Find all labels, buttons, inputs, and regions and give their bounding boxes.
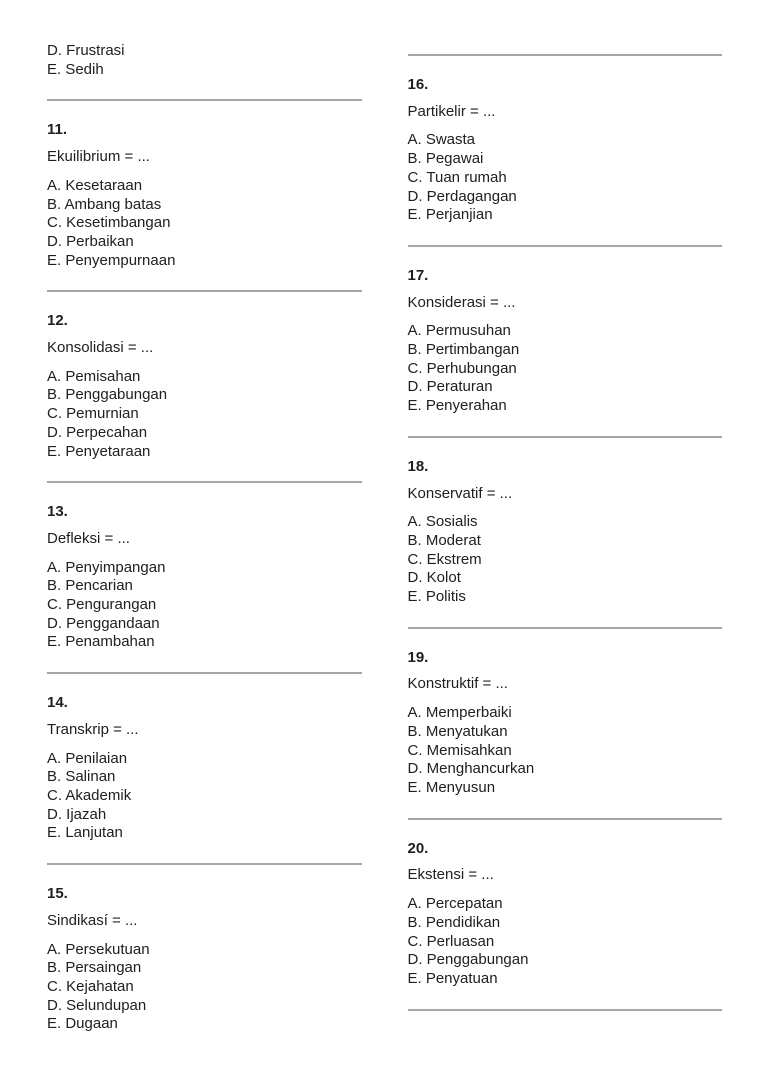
question-prompt: Defleksi = ... [47, 529, 130, 547]
answer-option: B. Ambang batas [47, 195, 162, 213]
answer-option: C. Ekstrem [407, 550, 482, 568]
question-block-11 [47, 121, 362, 270]
question-block-17 [408, 267, 723, 416]
answer-option: B. Salinan [47, 768, 116, 786]
answer-option: A. Permusuhan [407, 322, 511, 340]
question-number: 19. [407, 648, 429, 666]
question-number: 14. [47, 694, 68, 712]
question-prompt: Partikelir = ... [407, 102, 496, 120]
question-prompt: Konsiderasi = ... [407, 293, 516, 311]
answer-option: D. Ijazah [47, 805, 107, 823]
answer-option: D. Kolot [407, 569, 461, 587]
question-prompt: Konstruktif = ... [407, 675, 508, 693]
question-divider [47, 863, 362, 865]
question-divider [408, 54, 723, 56]
question-divider [408, 436, 723, 438]
question-block-14 [47, 694, 362, 843]
answer-option: E. Politis [407, 588, 466, 606]
question-prompt: Ekuilibrium = ... [47, 148, 150, 166]
answer-option: A. Kesetaraan [47, 176, 143, 194]
answer-option: C. Kesetimbangan [47, 214, 171, 232]
question-divider [47, 481, 362, 483]
answer-option: A. Swasta [407, 131, 476, 149]
answer-option: A. Penyimpangan [47, 558, 166, 576]
question-prompt: Transkrip = ... [47, 720, 139, 738]
answer-option: E. Penambahan [47, 633, 155, 651]
question-block-12 [47, 312, 362, 461]
answer-option: D. Perdagangan [407, 187, 517, 205]
question-number: 12. [47, 312, 68, 330]
question-number: 13. [47, 503, 68, 521]
answer-option: D. Perpecahan [47, 423, 148, 441]
question-divider [408, 245, 723, 247]
answer-option: C. Pengurangan [47, 596, 157, 614]
answer-option: A. Sosialis [407, 513, 478, 531]
question-prompt: Ekstensi = ... [407, 866, 494, 884]
question-number: 18. [407, 457, 429, 475]
answer-option: E. Penyetaraan [47, 442, 151, 460]
answer-option: A. Percepatan [407, 895, 503, 913]
left-column [47, 42, 362, 1078]
answer-option: A. Persekutuan [47, 940, 150, 958]
answer-option: D. Penggandaan [47, 614, 160, 632]
answer-option: B. Penggabungan [47, 386, 168, 404]
answer-option: C. Pemurnian [47, 405, 139, 423]
answer-option: D. Menghancurkan [407, 760, 535, 778]
question-divider [408, 1009, 723, 1011]
answer-option: D. Penggabungan [407, 951, 529, 969]
answer-option: B. Pendidikan [407, 913, 501, 931]
continued-answer-option: D. Frustrasi [47, 42, 125, 59]
right-column [408, 42, 723, 1078]
question-number: 11. [47, 121, 68, 139]
question-divider [47, 290, 362, 292]
answer-option: B. Menyatukan [407, 722, 508, 740]
answer-option: E. Penyerahan [407, 397, 507, 415]
question-prompt: Konservatif = ... [407, 484, 513, 502]
question-divider [47, 672, 362, 674]
answer-option: E. Perjanjian [407, 206, 493, 224]
question-divider [408, 818, 723, 820]
question-divider [408, 627, 723, 629]
answer-option: E. Penyempurnaan [47, 251, 176, 269]
question-block-16 [408, 76, 723, 225]
answer-option: C. Memisahkan [407, 741, 512, 759]
answer-option: E. Menyusun [407, 778, 496, 796]
answer-option: B. Pertimbangan [407, 341, 520, 359]
question-block-13 [47, 503, 362, 652]
answer-option: B. Moderat [407, 531, 481, 549]
answer-option: E. Penyatuan [407, 969, 498, 987]
question-block-15 [47, 885, 362, 1034]
answer-option: C. Perluasan [407, 932, 495, 950]
answer-option: D. Peraturan [407, 378, 493, 396]
answer-option: A. Memperbaiki [407, 704, 512, 722]
answer-option: A. Penilaian [47, 749, 128, 767]
answer-option: C. Perhubungan [407, 359, 517, 377]
answer-option: E. Dugaan [47, 1015, 118, 1033]
answer-option: C. Kejahatan [47, 977, 134, 995]
answer-option: B. Persaingan [47, 959, 142, 977]
question-prompt: Sindikasí = ... [47, 911, 138, 929]
question-prompt: Konsolidasi = ... [47, 339, 154, 357]
question-divider [47, 99, 362, 101]
question-number: 20. [407, 839, 429, 857]
question-number: 15. [47, 885, 68, 903]
answer-option: C. Akademik [47, 786, 132, 804]
question-number: 17. [407, 266, 429, 284]
continued-answer-option: E. Sedih [47, 60, 104, 78]
answer-option: A. Pemisahan [47, 367, 141, 385]
answer-option: D. Selundupan [47, 996, 147, 1014]
answer-option: D. Perbaikan [47, 232, 134, 250]
question-number: 16. [407, 76, 429, 93]
answer-option: B. Pencarian [47, 577, 133, 595]
question-block-18 [408, 458, 723, 607]
answer-option: B. Pegawai [407, 150, 484, 168]
question-block-19 [408, 649, 723, 798]
answer-option: C. Tuan rumah [407, 168, 507, 186]
question-block-20 [408, 840, 723, 989]
answer-option: E. Lanjutan [47, 824, 123, 842]
